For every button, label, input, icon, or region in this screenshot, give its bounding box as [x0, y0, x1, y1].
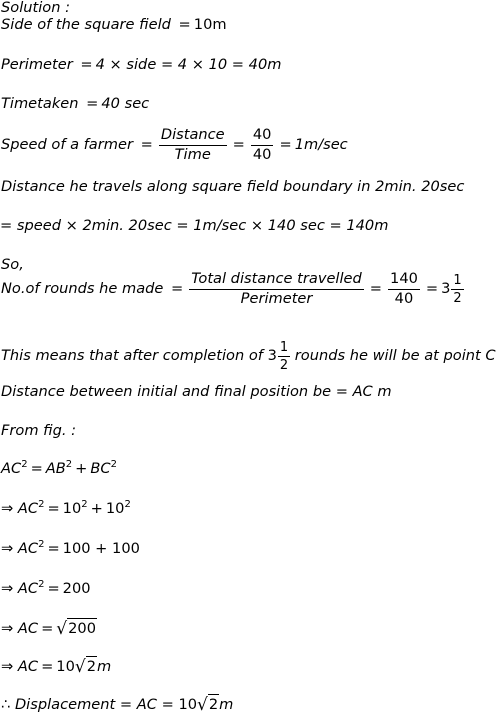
means-mixed-number: 3 $\frac{1}{2}$ — [267, 340, 289, 373]
side-label: Side of the square field — [1, 16, 171, 33]
final-label: Displacement = AC = — [14, 696, 174, 713]
perimeter-expr: 4 × side = 4 × 10 = 40m — [95, 56, 282, 73]
speed-frac-den: Time — [174, 145, 211, 163]
implies-icon: ⇒ — [1, 580, 14, 597]
speed-frac-num: Distance — [159, 128, 227, 146]
line-eq4: ⇒ $AC^2 = 200$ — [1, 579, 91, 597]
time-value: 40 sec — [101, 95, 150, 112]
line-distance-sentence: Distance he travels along square field boundary in 2min. 20sec — [1, 178, 465, 195]
line-time: Timetaken = 40 sec — [1, 95, 150, 112]
line-eq5: ⇒ AC = √200 — [1, 619, 96, 639]
line-eq3: ⇒ $AC^2 = 100 + 100$ — [1, 539, 140, 557]
line-means — [1, 341, 496, 372]
side-value: 10m — [193, 16, 227, 33]
line-eq1: $AC^2 = AB^2 + BC^2$ — [1, 459, 117, 477]
therefore-icon: ∴ — [1, 696, 11, 713]
sqrt-2: √2 — [74, 657, 97, 677]
implies-icon: ⇒ — [1, 540, 14, 557]
means-suffix: rounds he will be at point C — [294, 347, 496, 365]
implies-icon: ⇒ — [1, 658, 14, 675]
sqrt-2-final: √2 — [197, 695, 219, 715]
line-so: So, — [1, 256, 24, 273]
speed-label: Speed of a farmer — [1, 135, 133, 153]
line-perimeter: Perimeter = 4 × side = 4 × 10 = 40m — [1, 56, 282, 73]
line-final: ∴ Displacement = AC = 10√2m — [1, 695, 234, 715]
line-eq2: ⇒ $AC^2 = 10^2 + 10^2$ — [1, 499, 131, 517]
implies-icon: ⇒ — [1, 620, 14, 637]
means-prefix: This means that after completion of — [1, 347, 263, 365]
line-rounds: No.of rounds he made = $\frac{\text{Total distance travelled}}{\text{Perimeter}}$ = $\frac{140}{40}$ = 3 $\frac{1}{2}$ — [1, 270, 462, 307]
speed-value-fraction: $\frac{40}{40}$ — [252, 126, 272, 163]
speed-result: 1m/sec — [294, 135, 348, 153]
line-from-fig: From fig. : — [1, 422, 77, 439]
rounds-label: No.of rounds he made — [1, 279, 164, 297]
heading-solution: Solution : — [1, 0, 71, 16]
rounds-fraction: $\frac{\text{Total distance travelled}}{\text{Perimeter}}$ — [191, 270, 362, 307]
rounds-value-fraction: $\frac{140}{40}$ — [390, 270, 418, 307]
line-distance-calc: = speed × 2min. 20sec = 1m/sec × 140 sec = 140m — [0, 217, 389, 234]
line-side: Side of the square field = 10m — [1, 16, 227, 33]
sqrt-200: √200 — [56, 619, 96, 639]
line-distance-between: Distance between initial and final position be = AC m — [1, 383, 392, 400]
line-speed: Speed of a farmer = $\frac{\text{Distance}}{\text{Time}}$ = $\frac{40}{40}$ = 1m/sec — [1, 126, 348, 163]
perimeter-label: Perimeter — [1, 56, 73, 73]
rounds-mixed-number: 3 $\frac{1}{2}$ — [441, 272, 462, 306]
implies-icon: ⇒ — [1, 500, 14, 517]
time-label: Timetaken — [1, 95, 79, 112]
line-eq6: ⇒ AC = 10√2m — [1, 657, 112, 677]
speed-fraction — [159, 128, 227, 162]
